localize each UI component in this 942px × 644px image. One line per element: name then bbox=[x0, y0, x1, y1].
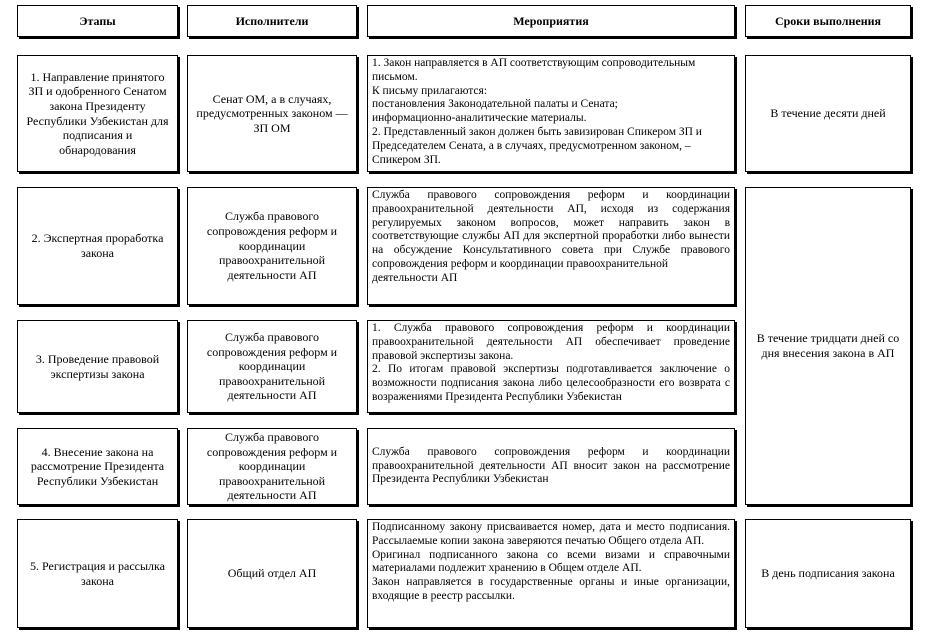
stage-3-text: 3. Проведение правовой экспертизы закона bbox=[35, 351, 160, 381]
header-executors bbox=[187, 5, 357, 37]
deadline-2-4-box bbox=[745, 187, 911, 505]
stage-3-box bbox=[17, 320, 178, 413]
events-3-item-1: 1. Служба правового сопровождения реформ и координации правоохранительной деятельности АП обеспечивает проведение правовой экспертизы закона. bbox=[372, 322, 730, 362]
stage-5-text: 5. Регистрация и рассылка закона bbox=[29, 558, 166, 588]
deadline-5-text: В день подписания закона bbox=[761, 566, 895, 581]
events-1-item-5: 2. Представленный закон должен быть завизирован Спикером ЗП и Председателем Сената, а в случаях, предусмотренном законом, –Спикером ЗП. bbox=[372, 125, 702, 166]
executor-4-box bbox=[187, 428, 357, 505]
header-deadlines bbox=[745, 5, 911, 37]
executor-1-text: Сенат ОМ, а в случаях, предусмотренных законом — ЗП ОМ bbox=[196, 91, 348, 135]
events-1-item-1: 1. Закон направляется в АП соответствующим сопроводительным письмом. bbox=[372, 57, 696, 83]
events-4-item-1: Служба правового сопровождения реформ и координации правоохранительной деятельности АП вносит закон на рассмотрение Президента Республики Узбекистан bbox=[372, 445, 730, 486]
header-executors-label: Исполнители bbox=[235, 13, 309, 28]
events-5-item-1: Подписанному закону присваивается номер, дата и место подписания. Рассылаемые копии закона заверяются печатью Общего отдела АП. bbox=[372, 521, 730, 547]
events-2-item-1: Служба правового сопровождения реформ и координации правоохранительной деятельности АП, исходя из содержания регулируемых законом вопросов, может направить закон в соответствующие службы АП для экспертной проработки либо вынести на обсуждение Консультативного совета при Службе правового сопровождения реформ и координации правоохранительной bbox=[372, 189, 730, 270]
events-5-item-2: Оригинал подписанного закона со всеми визами и справочными материалами подлежит хранению в Общем отделе АП. bbox=[372, 548, 730, 575]
stage-1-box bbox=[17, 55, 178, 172]
executor-3-text: Служба правового сопровождения реформ и координации правоохранительной деятельности АП bbox=[206, 329, 338, 403]
events-5-box bbox=[367, 519, 735, 628]
stage-1-text: 1. Направление принятого ЗП и одобренного Сенатом закона Президенту Республики Узбекистан для подписания и обнародования bbox=[26, 69, 169, 157]
events-2-box bbox=[367, 187, 735, 305]
stage-2-text: 2. Экспертная проработка закона bbox=[31, 231, 164, 260]
events-1-item-4: информационно-аналитические материалы. bbox=[372, 112, 587, 125]
stage-2-box bbox=[17, 187, 178, 305]
events-5-item-3: Закон направляется в государственные органы и иные организации, входящие в реестр рассылки. bbox=[372, 576, 730, 602]
executor-5-box bbox=[187, 519, 357, 628]
events-1-item-3: постановления Законодательной палаты и Сената; bbox=[372, 98, 618, 111]
executor-5-text: Общий отдел АП bbox=[227, 566, 317, 581]
events-1-item-2: К письму прилагаются: bbox=[372, 84, 488, 97]
events-4-box bbox=[367, 428, 735, 505]
header-stages-label: Этапы bbox=[79, 13, 116, 28]
header-events bbox=[367, 5, 735, 37]
events-3-item-2: 2. По итогам правовой экспертизы подготавливается заключение о возможности подписания закона либо целесообразности его возврата с возражениями Президента Республики Узбекистан bbox=[372, 363, 730, 403]
stage-4-text: 4. Внесение закона на рассмотрение Президента Республики Узбекистан bbox=[30, 444, 165, 488]
executor-1-box bbox=[187, 55, 357, 172]
executor-2-text: Служба правового сопровождения реформ и координации правоохранительной деятельности АП bbox=[206, 209, 338, 282]
stage-5-box bbox=[17, 519, 178, 628]
deadline-2-4-text: В течение тридцати дней со дня внесения закона в АП bbox=[756, 331, 900, 360]
header-stages bbox=[17, 5, 178, 37]
executor-4-text: Служба правового сопровождения реформ и координации правоохранительной деятельности АП bbox=[206, 429, 338, 503]
events-1-box bbox=[367, 55, 735, 172]
events-3-box bbox=[367, 320, 735, 413]
header-deadlines-label: Сроки выполнения bbox=[774, 13, 882, 28]
events-2-item-2: деятельности АП bbox=[372, 271, 458, 284]
stage-4-box bbox=[17, 428, 178, 505]
executor-3-box bbox=[187, 320, 357, 413]
deadline-5-box bbox=[745, 519, 911, 628]
deadline-1-box bbox=[745, 55, 911, 172]
header-events-label: Мероприятия bbox=[513, 13, 589, 28]
deadline-1-text: В течение десяти дней bbox=[770, 106, 886, 121]
executor-2-box bbox=[187, 187, 357, 305]
